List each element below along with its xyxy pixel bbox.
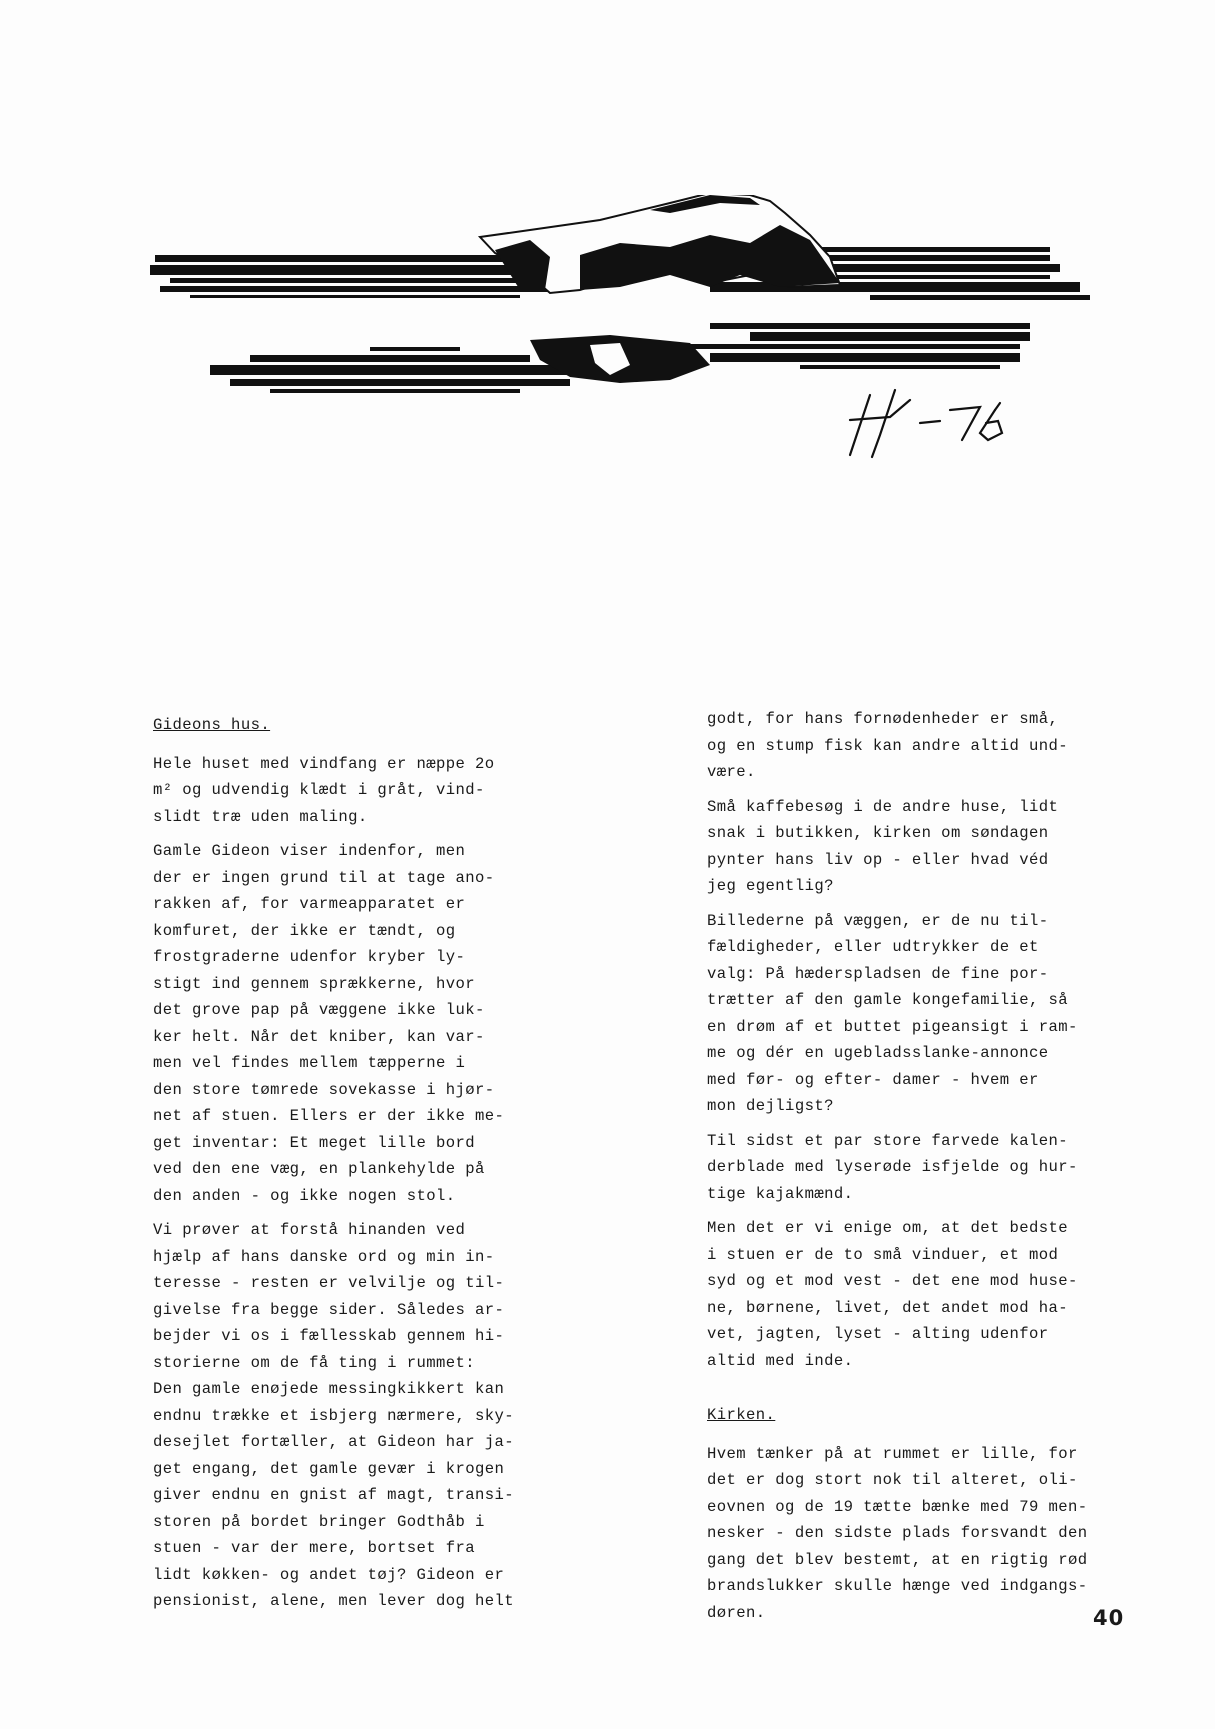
text-line: den store tømrede sovekasse i hjør- — [153, 1080, 495, 1099]
text-line: lidt køkken- og andet tøj? Gideon er — [153, 1565, 505, 1584]
page-number: 40 — [1093, 1606, 1125, 1630]
paragraph — [707, 706, 1127, 786]
text-line: vet, jagten, lyset - alting udenfor — [707, 1325, 1049, 1343]
paragraph — [153, 751, 553, 831]
text-line: Hele huset med vindfang er næppe 2o — [153, 754, 495, 773]
text-line: derblade med lyserøde isfjelde og hur- — [707, 1158, 1078, 1176]
text-line: storierne om de få ting i rummet: — [153, 1353, 476, 1372]
paragraph — [707, 908, 1127, 1120]
text-line: brandslukker skulle hænge ved indgangs- — [707, 1577, 1088, 1595]
text-line: m² og udvendig klædt i gråt, vind- — [153, 781, 485, 799]
paragraph — [153, 1217, 553, 1615]
text-line: Billederne på væggen, er de nu til- — [707, 911, 1049, 930]
text-line: der er ingen grund til at tage ano- — [153, 868, 495, 887]
text-line: stuen - var der mere, bortset fra — [153, 1539, 476, 1557]
text-line: trætter af den gamle kongefamilie, så — [707, 991, 1069, 1009]
text-line: slidt træ uden maling. — [153, 807, 368, 826]
paragraph — [153, 838, 553, 1209]
text-line: teresse - resten er velvilje og til- — [153, 1274, 505, 1292]
text-line: Hvem tænker på at rummet er lille, for — [707, 1444, 1078, 1463]
text-line: pensionist, alene, men lever dog helt — [153, 1592, 515, 1610]
text-line: desejlet fortæller, at Gideon har ja- — [153, 1433, 515, 1451]
text-line: Vi prøver at forstå hinanden ved — [153, 1221, 466, 1239]
text-line: storen på bordet bringer Godthåb i — [153, 1512, 485, 1531]
text-line: rakken af, for varmeapparatet er — [153, 895, 466, 913]
iceberg-illustration — [150, 195, 1100, 490]
text-line: være. — [707, 763, 756, 781]
text-line: den anden - og ikke nogen stol. — [153, 1186, 456, 1205]
text-line: døren. — [707, 1603, 766, 1622]
text-line: komfuret, der ikke er tændt, og — [153, 921, 456, 940]
text-line: tige kajakmænd. — [707, 1184, 854, 1203]
text-line: frostgraderne udenfor kryber ly- — [153, 948, 466, 966]
text-line: endnu trække et isbjerg nærmere, sky- — [153, 1406, 515, 1425]
text-line: godt, for hans fornødenheder er små, — [707, 710, 1059, 728]
text-line: gang det blev bestemt, at en rigtig rød — [707, 1550, 1088, 1569]
text-line: hjælp af hans danske ord og min in- — [153, 1247, 495, 1266]
text-line: ker helt. Når det kniber, kan var- — [153, 1027, 485, 1046]
text-line: net af stuen. Ellers er der ikke me- — [153, 1107, 505, 1125]
text-line: nesker - den sidste plads forsvandt den — [707, 1524, 1088, 1542]
text-line: Til sidst et par store farvede kalen- — [707, 1131, 1069, 1150]
text-line: pynter hans liv op - eller hvad véd — [707, 850, 1049, 869]
text-line: givelse fra begge sider. Således ar- — [153, 1300, 505, 1319]
paragraph — [707, 1128, 1127, 1208]
text-line: get engang, det gamle gevær i krogen — [153, 1459, 505, 1478]
right-column — [707, 706, 1127, 1634]
text-line: bejder vi os i fællesskab gennem hi- — [153, 1327, 505, 1345]
text-line: en drøm af et buttet pigeansigt i ram- — [707, 1017, 1078, 1036]
text-line: Små kaffebesøg i de andre huse, lidt — [707, 797, 1059, 816]
text-line: men vel findes mellem tæpperne i — [153, 1054, 466, 1072]
text-line: jeg egentlig? — [707, 877, 834, 895]
text-line: stigt ind gennem sprækkerne, hvor — [153, 974, 476, 993]
paragraph — [707, 794, 1127, 900]
left-column — [153, 712, 553, 1623]
text-line: syd og et mod vest - det ene mod huse- — [707, 1272, 1078, 1290]
paragraph — [707, 1441, 1127, 1627]
text-line: og en stump fisk kan andre altid und- — [707, 736, 1069, 755]
paragraph — [707, 1215, 1127, 1374]
text-line: ved den ene væg, en plankehylde på — [153, 1160, 485, 1178]
section-heading-kirken: Kirken. — [707, 1406, 776, 1424]
text-line: Gamle Gideon viser indenfor, men — [153, 842, 466, 860]
text-line: fældigheder, eller udtrykker de et — [707, 938, 1039, 956]
text-line: eovnen og de 19 tætte bænke med 79 men- — [707, 1497, 1088, 1516]
text-line: med før- og efter- damer - hvem er — [707, 1070, 1039, 1089]
text-line: ne, børnene, livet, det andet mod ha- — [707, 1298, 1069, 1317]
text-line: Den gamle enøjede messingkikkert kan — [153, 1380, 505, 1398]
text-line: snak i butikken, kirken om søndagen — [707, 824, 1049, 842]
text-line: altid med inde. — [707, 1351, 854, 1370]
text-line: det er dog stort nok til alteret, oli- — [707, 1471, 1078, 1489]
text-line: me og dér en ugebladsslanke-annonce — [707, 1044, 1049, 1062]
section-heading-gideons-hus: Gideons hus. — [153, 716, 271, 734]
text-line: get inventar: Et meget lille bord — [153, 1133, 476, 1152]
text-line: giver endnu en gnist af magt, transi- — [153, 1486, 515, 1504]
text-line: valg: På hæderspladsen de fine por- — [707, 964, 1049, 983]
text-line: i stuen er de to små vinduer, et mod — [707, 1245, 1059, 1264]
text-line: mon dejligst? — [707, 1097, 834, 1115]
text-line: Men det er vi enige om, at det bedste — [707, 1219, 1069, 1237]
text-line: det grove pap på væggene ikke luk- — [153, 1001, 485, 1019]
